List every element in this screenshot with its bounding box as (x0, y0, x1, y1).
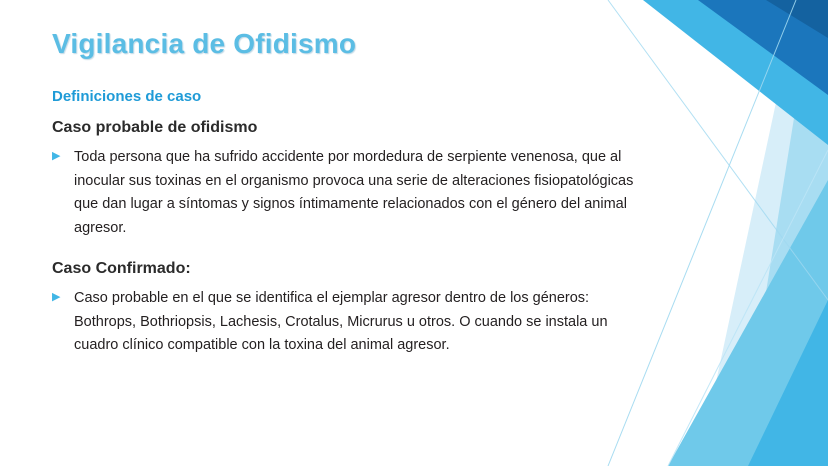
bullet-triangle-icon: ▶ (52, 150, 61, 163)
slide-body (52, 88, 652, 360)
bullet-text: Toda persona que ha sufrido accidente por mordedura de serpiente venenosa, que al inocular sus toxinas en el organismo provoca una serie de alteraciones fisiopatológicas que dan lugar a síntomas y signos íntimamente relacionados con el género del animal agresor. (74, 149, 634, 236)
section-heading-caso-confirmado: Caso Confirmado: (52, 260, 191, 278)
subtitle-definiciones: Definiciones de caso (52, 88, 202, 105)
page-title: Vigilancia de Ofidismo (52, 28, 357, 59)
list-item (52, 287, 652, 357)
list-item (52, 146, 652, 240)
section-heading-caso-probable: Caso probable de ofidismo (52, 119, 258, 136)
bullet-text: Caso probable en el que se identifica el ejemplar agresor dentro de los géneros: Bothrops, Bothriopsis, Lachesis, Crotalus, Micrurus u otros. O cuando se instala un cuadro clínico compatible con la toxina del animal agresor. (74, 290, 608, 354)
bullet-triangle-icon: ▶ (52, 291, 61, 304)
